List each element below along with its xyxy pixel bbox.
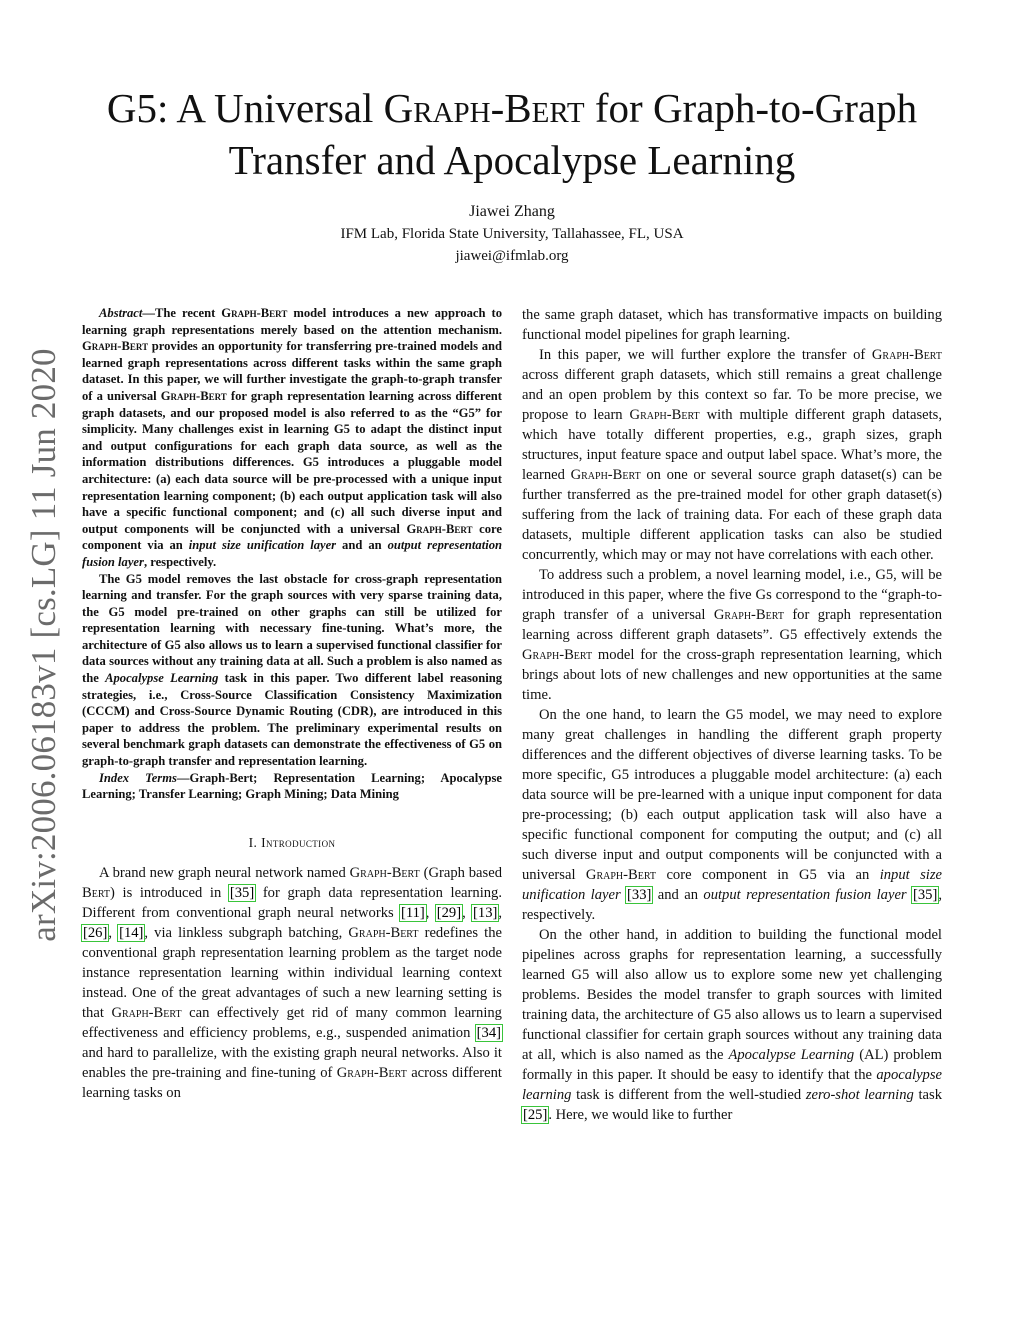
citation-link[interactable]: [29] [436,904,462,921]
section-heading-introduction: I. Introduction [248,834,336,850]
citation-link[interactable]: [25] [523,1107,548,1123]
arxiv-identifier: arXiv:2006.06183v1 [cs.LG] 11 Jun 2020 [24,348,63,942]
citation-link[interactable]: [11] [401,904,425,921]
left-column [82,305,502,1103]
index-terms-label: Index Terms [99,770,177,785]
paper-title [80,82,944,186]
right-paragraph-2: To address such a problem, a novel learning model, i.e., G5, will be introduced in this paper, where the five Gs correspond to the “graph-to-graph transfer of a universal Graph-Bert for graph representation learning across different graph datasets”. G5 effectively extends the Graph-Bert model for the cross-graph representation learning, which brings about lots of new challenges and new opportunities at the same time. [522,567,942,703]
citation-link[interactable]: [35] [913,887,938,903]
abstract [82,305,502,803]
citation-link[interactable]: [14] [119,924,144,941]
arxiv-sidebar [14,345,74,945]
right-column [522,305,942,1125]
right-paragraph-3: On the one hand, to learn the G5 model, we may need to explore many great challenges in handling the different graph property differences and the different objectives of diverse learning tasks. To be more specific, G5 introduces a pluggable model architecture: (a) each data source will be pre-learned with a unique input component for data pre-processing; (b) each output application task will also have a specific functional component for computing the output; and (c) all such diverse input and output components will be conjuncted with a universal Graph-Bert core component in G5 via an input size unification layer [33] and an output representation fusion layer [35], respectively. [522,707,942,923]
title-graph-bert: Graph-Bert [383,85,585,131]
citation-link[interactable]: [13] [473,904,498,921]
title-line2: Transfer and Apocalypse Learning [228,137,796,183]
citation-link[interactable]: [33] [627,887,652,903]
citation-link[interactable]: [26] [83,924,108,941]
author-name: Jiawei Zhang [469,203,555,220]
abstract-paragraph-1: Abstract—The recent Graph-Bert model introduces a new approach to learning graph representations merely based on the attention mechanism. Graph-Bert provides an opportunity for transferring pre-trained models and learned graph representations across different tasks within the same graph dataset. In this paper, we will further investigate the graph-to-graph transfer of a universal Graph-Bert for graph representation learning across different graph datasets, and our proposed model is also referred to as the “G5” for simplicity. Many challenges exist in learning G5 to adapt the distinct input and output configurations for each graph data source, as well as the information distributions differences. G5 introduces a pluggable model architecture: (a) each data source will be pre-processed with a unique input representation learning component; (b) each output application task will also have a specific functional component; and (c) all such diverse input and output components will be conjuncted with a universal Graph-Bert core component via an input size unification layer and an output representation fusion layer, respectively. [82,306,503,569]
right-paragraph-4: On the other hand, in addition to building the functional model pipelines across graphs for representation learning, a successfully learned G5 will also allow us to explore some new yet challenging problems. Besides the model transfer to graph sources with limited training data, the architecture of G5 also allows us to learn a supervised functional classifier for certain graph sources without any training data at all, which is also named as the Apocalypse Learning (AL) problem formally in this paper. It should be easy to identify that the apocalypse learning task is different from the well-studied zero-shot learning task [25]. Here, we would like to further [522,927,943,1123]
title-suffix: for Graph-to-Graph [584,85,918,131]
citation-link[interactable]: [34] [476,1024,501,1041]
title-prefix: G5: A Universal [106,85,384,131]
author-affiliation: IFM Lab, Florida State University, Tallahassee, FL, USA [340,226,684,242]
citation-link[interactable]: [35] [229,884,255,901]
right-paragraph-0: the same graph dataset, which has transformative impacts on building functional model pipelines for graph learning. [522,307,942,343]
author-email: jiawei@ifmlab.org [455,248,569,264]
intro-paragraph-1: A brand new graph neural network named Graph-Bert (Graph based Bert) is introduced in [35] for graph data representation learning. Different from conventional graph neural networks [11], [29], [13], [26], [14], via linkless subgraph batching, Graph-Bert redefines the conventional graph representation learning problem as the target node instance representation learning within individual learning context instead. One of the great advantages of such a new learning setting is that Graph-Bert can effectively get rid of many common learning effectiveness and efficiency problems, e.g., suspended animation [34] and hard to parallelize, with the existing graph neural networks. Also it enables the pre-training and fine-tuning of Graph-Bert across different learning tasks on [82,864,503,1101]
abstract-label: Abstract [99,306,143,320]
right-paragraph-1: In this paper, we will further explore the transfer of Graph-Bert across different graph datasets, which still remains a great challenge and an open problem by this context so far. To be more precise, we propose to learn Graph-Bert with multiple different graph datasets, which have totally different properties, e.g., graph sizes, graph structures, input feature space and output label space. What’s more, the learned Graph-Bert on one or several source graph dataset(s) can be further transferred as the pre-trained model for other graph dataset(s) suffering from the lack of training data. For each of these graph data datasets, multiple different application tasks can also be studied concurrently, which may or may not have correlations with each other. [522,347,942,563]
index-terms: Index Terms—Graph-Bert; Representation Learning; Apocalypse Learning; Transfer Learning; Graph Mining; Data Mining [82,770,502,802]
abstract-paragraph-2: The G5 model removes the last obstacle for cross-graph representation learning and transfer. For the graph sources with very sparse training data, the G5 model pre-trained on other graphs can still be utilized for representation learning with necessary fine-tuning. What’s more, the architecture of G5 also allows us to learn a supervised functional classifier for data sources without any training data at all. Such a problem is also named as the Apocalypse Learning task in this paper. Two different label reasoning strategies, i.e., Cross-Source Classification Consistency Maximization (CCCM) and Cross-Source Dynamic Routing (CDR), are introduced in this paper to address the problem. The preliminary experimental results on several benchmark graph datasets can demonstrate the effectiveness of G5 on graph-to-graph transfer and representation learning. [82,571,503,769]
